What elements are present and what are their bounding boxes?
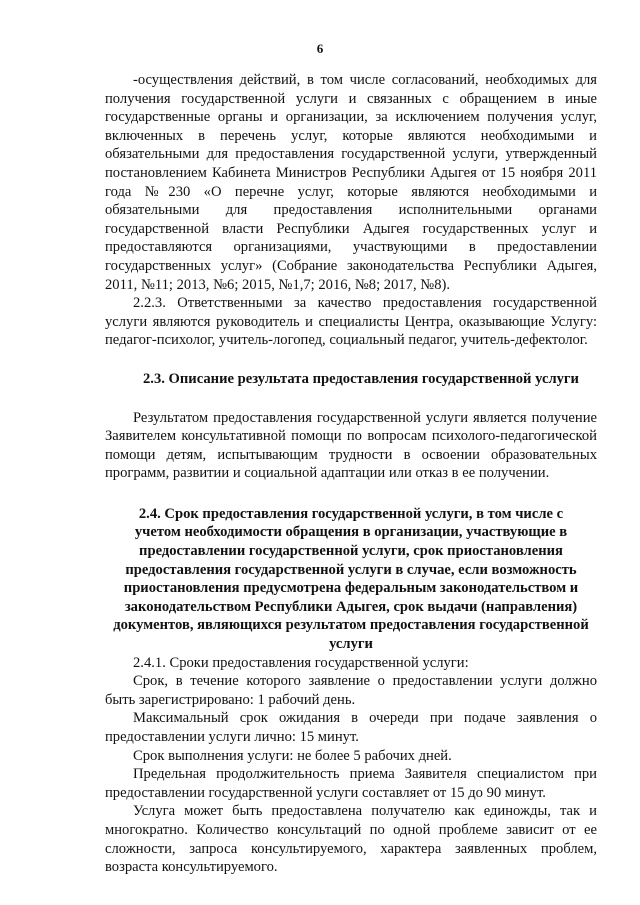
text-line: 2011, №11; 2013, №6; 2015, №1,7; 2016, №8; 2017, №8). [105, 276, 451, 293]
text-line: государственных услуг» (Собрание законодательства Республики Адыгея, [105, 257, 597, 274]
text-line: программ, развитии и социальной адаптации или отказ в ее получении. [105, 465, 550, 482]
text-line: включенных в перечень услуг, которые являются необходимыми и [105, 127, 597, 144]
paragraph-2-2-3 [105, 294, 597, 350]
section-heading-2-3: 2.3. Описание результата предоставления государственной услуги [143, 370, 579, 387]
text-line: помощи детям, испытывающим трудности в освоении образовательных [105, 446, 597, 463]
text-line: получения государственной услуги и связанных с обращением в иные [105, 90, 597, 107]
heading-line: услуги [329, 636, 373, 653]
paragraph-procedures [105, 71, 597, 294]
heading-line: учетом необходимости обращения в организации, участвующие в [134, 524, 568, 541]
paragraph-2-4-1: 2.4.1. Сроки предоставления государственной услуги: [133, 654, 469, 671]
text-line: -осуществления действий, в том числе согласований, необходимых для [133, 72, 597, 88]
text-line: Предельная продолжительность приема Заявителя специалистом при [133, 766, 597, 783]
section-heading-2-4 [105, 505, 597, 654]
text-line: государственной власти Республики Адыгея государственных услуг и [105, 220, 597, 237]
text-line: предоставлении услуги лично: 15 минут. [105, 729, 359, 745]
heading-line: 2.4. Срок предоставления государственной услуги, в том числе с [138, 505, 564, 522]
text-line: обязательными для предоставления государственной услуги, утвержденный [105, 146, 597, 163]
paragraph-reception-duration [105, 765, 597, 802]
text-line: государственные органы и организации, за исключением получения услуг, [105, 109, 597, 126]
text-line: обязательными для предоставления исполнительными органами [105, 202, 597, 219]
page-number: 6 [316, 41, 324, 56]
heading-line: предоставления государственной услуги в случае, если возможность [125, 561, 577, 578]
text-line: сложности, запроса консультируемого, характера заявленных проблем, [105, 840, 597, 857]
heading-line: приостановления предусмотрена федеральным законодательством и [123, 580, 579, 597]
heading-line: документов, являющихся результатом предоставления государственной [113, 617, 589, 634]
text-line: Срок, в течение которого заявление о предоставлении услуги должно [133, 673, 597, 690]
text-line: постановлением Кабинета Министров Республики Адыгея от 15 ноября 2011 [105, 164, 597, 181]
text-line: года №230 «О перечне услуг, которые являются необходимыми и [105, 183, 597, 200]
text-line: услуги являются руководитель и специалисты Центра, оказывающие Услугу: [105, 313, 597, 330]
text-line: возраста консультируемого. [105, 859, 278, 876]
text-line: 2.2.3. Ответственными за качество предоставления государственной [133, 295, 597, 312]
text-line: педагог-психолог, учитель-логопед, социальный педагог, учитель-дефектолог. [105, 332, 588, 349]
text-line: Максимальный срок ожидания в очереди при подаче заявления о [133, 710, 597, 727]
heading-line: законодательством Республики Адыгея, срок выдачи (направления) [124, 598, 578, 615]
text-line: Результатом предоставления государственной услуги является получение [133, 409, 597, 426]
paragraph-wait-time [105, 709, 597, 746]
text-line: Заявителем консультативной помощи по вопросам психолого-педагогической [105, 428, 597, 445]
text-line: предоставлении государственной услуги составляет от 15 до 90 минут. [105, 784, 546, 801]
text-line: многократно. Количество консультаций по одной проблеме зависит от ее [105, 821, 597, 838]
text-line: быть зарегистрировано: 1 рабочий день. [105, 691, 356, 708]
paragraph-multiple-consultations [105, 802, 597, 876]
paragraph-execution-term: Срок выполнения услуги: не более 5 рабочих дней. [133, 747, 452, 764]
paragraph-result [105, 409, 597, 483]
text-line: предоставляются организациями, участвующими в предоставлении [105, 239, 597, 256]
document-body [105, 71, 597, 877]
text-line: Услуга может быть предоставлена получателю как единожды, так и [133, 803, 597, 820]
heading-line: предоставлении государственной услуги, срок приостановления [139, 543, 563, 560]
paragraph-registration-term [105, 672, 597, 709]
